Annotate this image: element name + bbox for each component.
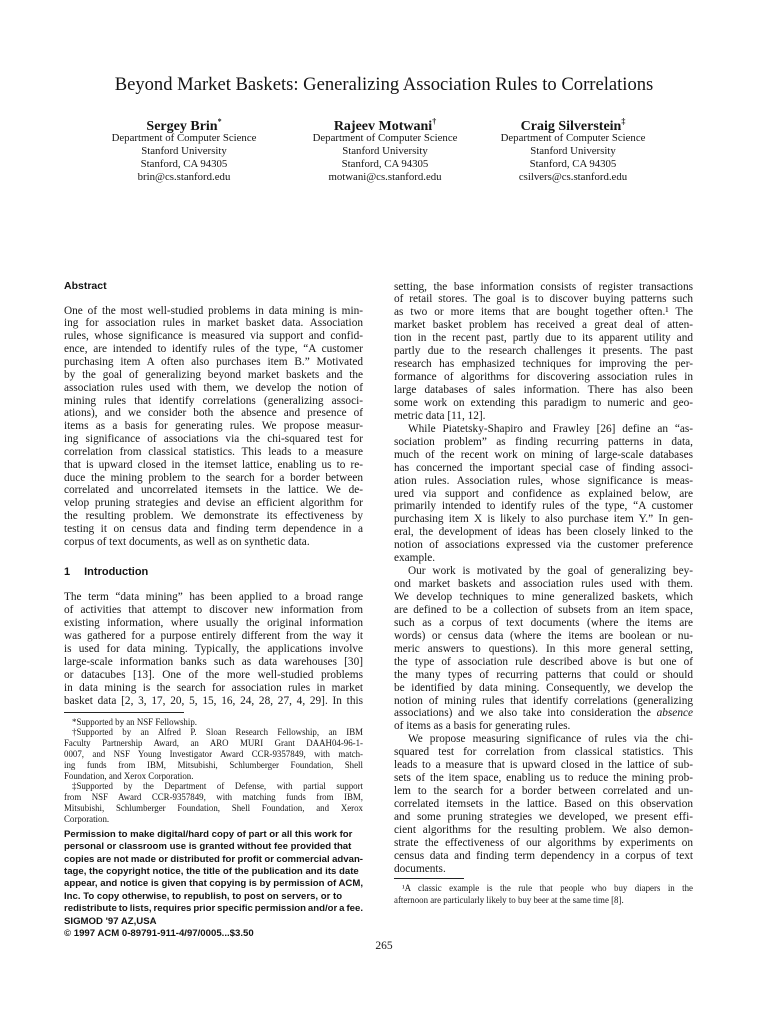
text-line bbox=[394, 863, 693, 876]
line-text: is used for data mining. Typically, the applications involve bbox=[64, 642, 363, 655]
line-text: primarily intended to identify rules of the type, “A customer bbox=[394, 500, 693, 513]
text-line bbox=[394, 462, 693, 475]
text-line bbox=[394, 449, 693, 462]
line-text: existing information, where usually the original information bbox=[64, 616, 363, 629]
line-text: Mitsubishi, Schlumberger Foundation, Shell Foundation, and Xerox bbox=[64, 802, 363, 813]
text-line bbox=[64, 792, 363, 803]
text-line bbox=[394, 397, 693, 410]
line-text: ured via support and confidence as explained below, are bbox=[394, 487, 693, 500]
line-text: rules, whose significance is measured via support and confid- bbox=[64, 330, 363, 343]
line-text: correlated itemsets in the lattice. Based on this observation bbox=[394, 798, 693, 810]
text-line bbox=[64, 617, 363, 630]
line-text: strate the effectiveness of our algorithms by experiments on bbox=[394, 836, 693, 849]
text-line bbox=[64, 803, 363, 814]
line-text: that is upward closed in the itemset lattice, enabling us to re- bbox=[64, 458, 363, 471]
line-text: metric data [11, 12]. bbox=[394, 409, 486, 422]
text-line bbox=[394, 746, 693, 759]
line-text: are defined to be a collection of subsets from an item space, bbox=[394, 603, 693, 616]
text-line bbox=[64, 395, 363, 408]
text-line bbox=[64, 854, 363, 866]
text-line bbox=[64, 771, 363, 782]
line-text: partly due to the research challenges it presents. The past bbox=[394, 345, 693, 358]
line-text: or datacubes [13]. One of the more well-studied problems bbox=[64, 668, 363, 681]
line-text: appear, and notice is given that copying is by permission of ACM, bbox=[64, 878, 363, 890]
text-line bbox=[394, 772, 693, 785]
line-text: the many types of recurring patterns that could or should bbox=[394, 668, 693, 681]
line-text: Corporation. bbox=[64, 813, 110, 824]
text-line bbox=[64, 459, 363, 472]
line-text: SIGMOD '97 AZ,USA bbox=[64, 915, 157, 927]
line-text: some work on extending this paradigm to numeric and geo- bbox=[394, 396, 693, 409]
text-line bbox=[394, 643, 693, 656]
text-line bbox=[64, 591, 363, 604]
line-text: corpus of text documents, as well as on synthetic data. bbox=[64, 535, 310, 548]
line-text: squared test for correlation from classical statistics. This bbox=[394, 746, 693, 759]
text-line bbox=[64, 472, 363, 485]
line-text: ence, are intended to identify rules of the type, “A customer bbox=[64, 343, 363, 356]
author-address: Stanford, CA 94305 bbox=[341, 158, 429, 170]
line-text: ation rules. Association rules, whose significance is meas- bbox=[394, 474, 693, 487]
line-text: 0007, and NSF Young Investigator Award CCR-9357849, with match- bbox=[64, 748, 363, 759]
introduction-text bbox=[64, 591, 363, 708]
text-line bbox=[64, 878, 363, 890]
line-text: ing for association rules in market basket data. Association bbox=[64, 317, 363, 330]
text-line bbox=[64, 536, 363, 549]
text-line bbox=[394, 591, 693, 604]
line-text: of activities that attempt to discover new information from bbox=[64, 603, 363, 616]
text-line bbox=[394, 733, 693, 746]
text-line bbox=[394, 436, 693, 449]
line-text: sets of the item space, enabling us to reduce the mining prob- bbox=[394, 772, 693, 785]
author-name-text: Rajeev Motwani bbox=[333, 118, 433, 134]
line-text: research has emphasized techniques for improving the per- bbox=[394, 358, 693, 371]
text-line bbox=[64, 630, 363, 643]
author-name-text: Craig Silverstein bbox=[520, 118, 622, 134]
line-text: documents. bbox=[394, 862, 446, 875]
text-line bbox=[64, 343, 363, 356]
line-text: personal or classroom use is granted without fee provided that bbox=[64, 841, 352, 853]
author-department: Department of Computer Science bbox=[312, 132, 458, 144]
line-text: purchasing item X is likely to also purchase item Y.” In gen- bbox=[394, 513, 693, 526]
author-name bbox=[453, 113, 693, 132]
section-heading-introduction bbox=[64, 566, 148, 578]
line-text: mining rules that identify correlations (generalizing associ- bbox=[64, 394, 363, 407]
line-text: ations), and we consider both the absence and presence of bbox=[64, 407, 363, 420]
line-text: market basket problem has received a great deal of atten- bbox=[394, 319, 693, 332]
text-line bbox=[64, 841, 363, 853]
line-text: correlated and uncorrelated itemsets in the lattice. We de- bbox=[64, 484, 363, 497]
line-text: meric answers to questions). In this more general setting, bbox=[394, 642, 693, 655]
text-line bbox=[64, 656, 363, 669]
line-text: has concerned the important special case of finding associ- bbox=[394, 461, 693, 474]
line-text: duce the mining problem to the search for a border between bbox=[64, 471, 363, 484]
text-line bbox=[394, 811, 693, 824]
line-text: While Piatetsky-Shapiro and Frawley [26] define an “as- bbox=[408, 422, 693, 435]
text-line bbox=[64, 407, 363, 420]
text-line bbox=[64, 738, 363, 749]
text-line bbox=[64, 903, 363, 915]
text-line bbox=[394, 578, 693, 591]
line-text: example. bbox=[394, 552, 436, 565]
line-text: of items as a basis for generating rules. bbox=[394, 720, 571, 733]
line-text: © 1997 ACM 0-89791-911-4/97/0005...$3.50 bbox=[64, 928, 254, 940]
text-line bbox=[64, 330, 363, 343]
text-line bbox=[64, 523, 363, 536]
line-text: and some pruning strategies we developed, we present effi- bbox=[394, 810, 693, 823]
author-department: Department of Computer Science bbox=[500, 132, 646, 144]
text-line bbox=[394, 669, 693, 682]
text-line bbox=[64, 916, 363, 928]
author-name-text: Sergey Brin bbox=[146, 118, 218, 134]
line-text: ing funds from IBM, Mitsubishi, Schlumberger Foundation, Shell bbox=[64, 759, 363, 770]
text-line bbox=[394, 656, 693, 669]
text-line bbox=[64, 669, 363, 682]
author-email: motwani@cs.stanford.edu bbox=[328, 171, 442, 183]
line-text: as two or more items that are bought together often.¹ The bbox=[394, 306, 693, 319]
text-line bbox=[64, 891, 363, 903]
author-block bbox=[453, 113, 693, 184]
line-text: words) or census data (where the items are boolean or nu- bbox=[394, 629, 693, 642]
line-text: ond market baskets and association rules used with them. bbox=[394, 578, 693, 591]
text-line bbox=[394, 281, 693, 294]
text-line bbox=[64, 682, 363, 695]
text-line bbox=[64, 369, 363, 382]
line-text: testing it on census data and finding term dependence in a bbox=[64, 522, 363, 535]
footnote-mark: ‡ bbox=[621, 117, 626, 126]
text-line bbox=[394, 695, 693, 708]
line-text: basket data [2, 3, 17, 20, 5, 15, 16, 24, 28, 27, 4, 29]. In this bbox=[64, 694, 363, 707]
text-line bbox=[64, 510, 363, 523]
author-address: Stanford, CA 94305 bbox=[140, 158, 228, 170]
text-line bbox=[64, 484, 363, 497]
text-line bbox=[64, 420, 363, 433]
line-text: much of the recent work on mining of large-scale databases bbox=[394, 448, 693, 461]
line-text: such as a corpus of text documents (where the items are bbox=[394, 616, 693, 629]
line-text: sociation problem” as finding recurring patterns in data, bbox=[394, 435, 693, 448]
line-text: Foundation, and Xerox Corporation. bbox=[64, 770, 194, 781]
line-text: lem to the search for a border between correlated and un- bbox=[394, 785, 693, 798]
text-line bbox=[394, 707, 693, 720]
line-text: ing significance of associations via the chi-squared test for bbox=[64, 433, 363, 446]
line-text: items as a basis for generating rules. We propose measur- bbox=[64, 420, 363, 433]
emphasized-word: absence bbox=[656, 707, 693, 720]
line-text: by the goal of generalizing beyond market baskets and the bbox=[64, 368, 363, 381]
text-line bbox=[394, 371, 693, 384]
line-text: One of the most well-studied problems in data mining is min- bbox=[64, 304, 363, 317]
text-line bbox=[64, 356, 363, 369]
text-line bbox=[394, 423, 693, 436]
line-text bbox=[394, 707, 693, 719]
text-line bbox=[64, 497, 363, 510]
text-line bbox=[394, 850, 693, 863]
text-line bbox=[394, 837, 693, 850]
line-text: ¹A classic example is the rule that people who buy diapers in the bbox=[402, 883, 693, 893]
text-line bbox=[394, 720, 693, 733]
line-text: the resulting problem. We demonstrate its effectiveness by bbox=[64, 510, 363, 523]
text-line bbox=[394, 345, 693, 358]
text-line bbox=[394, 539, 693, 552]
line-text: tion in the recent past, partly due to its apparent utility and bbox=[394, 332, 693, 345]
section-number: 1 bbox=[64, 566, 71, 578]
author-email: brin@cs.stanford.edu bbox=[137, 171, 231, 183]
paper-title: Beyond Market Baskets: Generalizing Association Rules to Correlations bbox=[114, 74, 654, 95]
line-text: setting, the base information consists of register transactions bbox=[394, 280, 693, 293]
author-department: Department of Computer Science bbox=[111, 132, 257, 144]
text-line bbox=[394, 604, 693, 617]
line-text: correlation from classical statistics. This leads to a measure bbox=[64, 445, 363, 458]
text-line bbox=[394, 306, 693, 319]
line-text: census data and finding term dependency in a corpus of text bbox=[394, 849, 693, 862]
text-line bbox=[394, 759, 693, 772]
line-text: large-scale information banks such as data warehouses [30] bbox=[64, 655, 363, 668]
line-text: from NSF Award CCR-9357849, with matching funds from IBM, bbox=[64, 792, 363, 803]
line-text: Permission to make digital/hard copy of part or all this work for bbox=[64, 828, 353, 840]
text-line bbox=[394, 513, 693, 526]
line-text: Inc. To copy otherwise, to republish, to post on servers, or to bbox=[64, 890, 343, 902]
text-line bbox=[64, 446, 363, 459]
text-line bbox=[394, 798, 693, 811]
text-line bbox=[64, 643, 363, 656]
text-line bbox=[394, 565, 693, 578]
right-column-text bbox=[394, 281, 693, 876]
text-line bbox=[394, 617, 693, 630]
line-text: We propose measuring significance of rules via the chi- bbox=[408, 733, 693, 746]
line-text: redistribute to lists, requires prior specific permission and/or a fee. bbox=[64, 903, 363, 915]
text-line bbox=[64, 829, 363, 841]
line-text: eral, the development of ideas has been closely linked to the bbox=[394, 526, 693, 539]
footnote-rule bbox=[64, 712, 184, 713]
text-line bbox=[64, 695, 363, 708]
line-text: be identified by data mining. Consequently, we develop the bbox=[394, 681, 693, 694]
line-text: leads to a measure that is upward closed in the lattice of sub- bbox=[394, 759, 693, 772]
text-line bbox=[394, 552, 693, 565]
text-line bbox=[394, 682, 693, 695]
footnotes-right bbox=[394, 882, 693, 906]
line-text: Our work is motivated by the goal of generalizing bey- bbox=[408, 565, 693, 578]
author-university: Stanford University bbox=[342, 145, 428, 157]
line-text: *Supported by an NSF Fellowship. bbox=[72, 716, 197, 727]
line-text: of retail stores. The goal is to discover buying patterns such bbox=[394, 293, 693, 306]
line-text: velop pruning strategies and devise an efficient algorithm for bbox=[64, 497, 363, 510]
text-line bbox=[64, 781, 363, 792]
text-line bbox=[64, 433, 363, 446]
text-line bbox=[394, 475, 693, 488]
text-line bbox=[394, 319, 693, 332]
author-university: Stanford University bbox=[530, 145, 616, 157]
text-line bbox=[394, 824, 693, 837]
footnote-mark: † bbox=[432, 117, 437, 126]
abstract-heading: Abstract bbox=[64, 280, 107, 292]
line-text: copies are not made or distributed for profit or commercial advan- bbox=[64, 853, 363, 865]
line-text: cient algorithms for the resulting problem. We also demon- bbox=[394, 823, 693, 836]
text-line bbox=[394, 785, 693, 798]
text-line bbox=[394, 410, 693, 423]
text-line bbox=[394, 526, 693, 539]
text-line bbox=[64, 760, 363, 771]
line-text: Faculty Partnership Award, an ARO MURI Grant DAAH04-96-1- bbox=[64, 738, 363, 749]
text-line bbox=[64, 814, 363, 825]
text-line bbox=[64, 727, 363, 738]
line-text: †Supported by an Alfred P. Sloan Research Fellowship, an IBM bbox=[72, 727, 363, 738]
line-text: large databases of sales information. There has also been bbox=[394, 384, 693, 396]
text-line bbox=[394, 882, 693, 894]
line-text: formance of algorithms for discovering association rules in bbox=[394, 371, 693, 384]
text-line bbox=[64, 604, 363, 617]
text-line bbox=[394, 630, 693, 643]
text-line bbox=[64, 928, 363, 940]
line-text: in data mining is the search for association rules in market bbox=[64, 681, 363, 694]
text-line bbox=[394, 488, 693, 501]
author-address: Stanford, CA 94305 bbox=[529, 158, 617, 170]
author-university: Stanford University bbox=[141, 145, 227, 157]
section-title: Introduction bbox=[84, 566, 149, 578]
footnotes-left bbox=[64, 717, 363, 825]
text-line bbox=[394, 384, 693, 397]
line-text: The term “data mining” has been applied to a broad range bbox=[64, 590, 363, 603]
line-text: We develop techniques to mine generalized baskets, which bbox=[394, 591, 693, 603]
author-email: csilvers@cs.stanford.edu bbox=[518, 171, 628, 183]
line-text: was gathered for a purpose entirely different from the way it bbox=[64, 629, 363, 642]
line-text: tage, the copyright notice, the title of the publication and its date bbox=[64, 866, 359, 878]
text-line bbox=[394, 293, 693, 306]
text-line bbox=[394, 332, 693, 345]
footnote-mark: * bbox=[217, 117, 222, 126]
text-line bbox=[64, 317, 363, 330]
line-text-segment: associations) and we also take into consideration the bbox=[394, 707, 657, 720]
text-line bbox=[64, 717, 363, 728]
text-line bbox=[64, 305, 363, 318]
abstract-text bbox=[64, 305, 363, 549]
text-line bbox=[64, 749, 363, 760]
text-line bbox=[394, 894, 693, 906]
permission-notice bbox=[64, 829, 363, 941]
line-text: notion of associations expressed via the customer preference bbox=[394, 539, 693, 552]
text-line bbox=[394, 358, 693, 371]
text-line bbox=[64, 382, 363, 395]
footnote-rule bbox=[394, 878, 464, 879]
line-text: afternoon are particularly likely to buy beer at the same time [8]. bbox=[394, 895, 624, 905]
line-text: purchasing item A often also purchases item B.” Motivated bbox=[64, 355, 363, 368]
page-number: 265 bbox=[375, 940, 393, 952]
line-text: the type of association rule described above is but one of bbox=[394, 655, 693, 668]
line-text: notion of mining rules that identify correlations (generalizing bbox=[394, 694, 693, 707]
text-line bbox=[64, 866, 363, 878]
line-text: association rules used with them, we develop the notion of bbox=[64, 381, 363, 394]
line-text: ‡Supported by the Department of Defense, with partial support bbox=[72, 781, 363, 792]
text-line bbox=[394, 500, 693, 513]
